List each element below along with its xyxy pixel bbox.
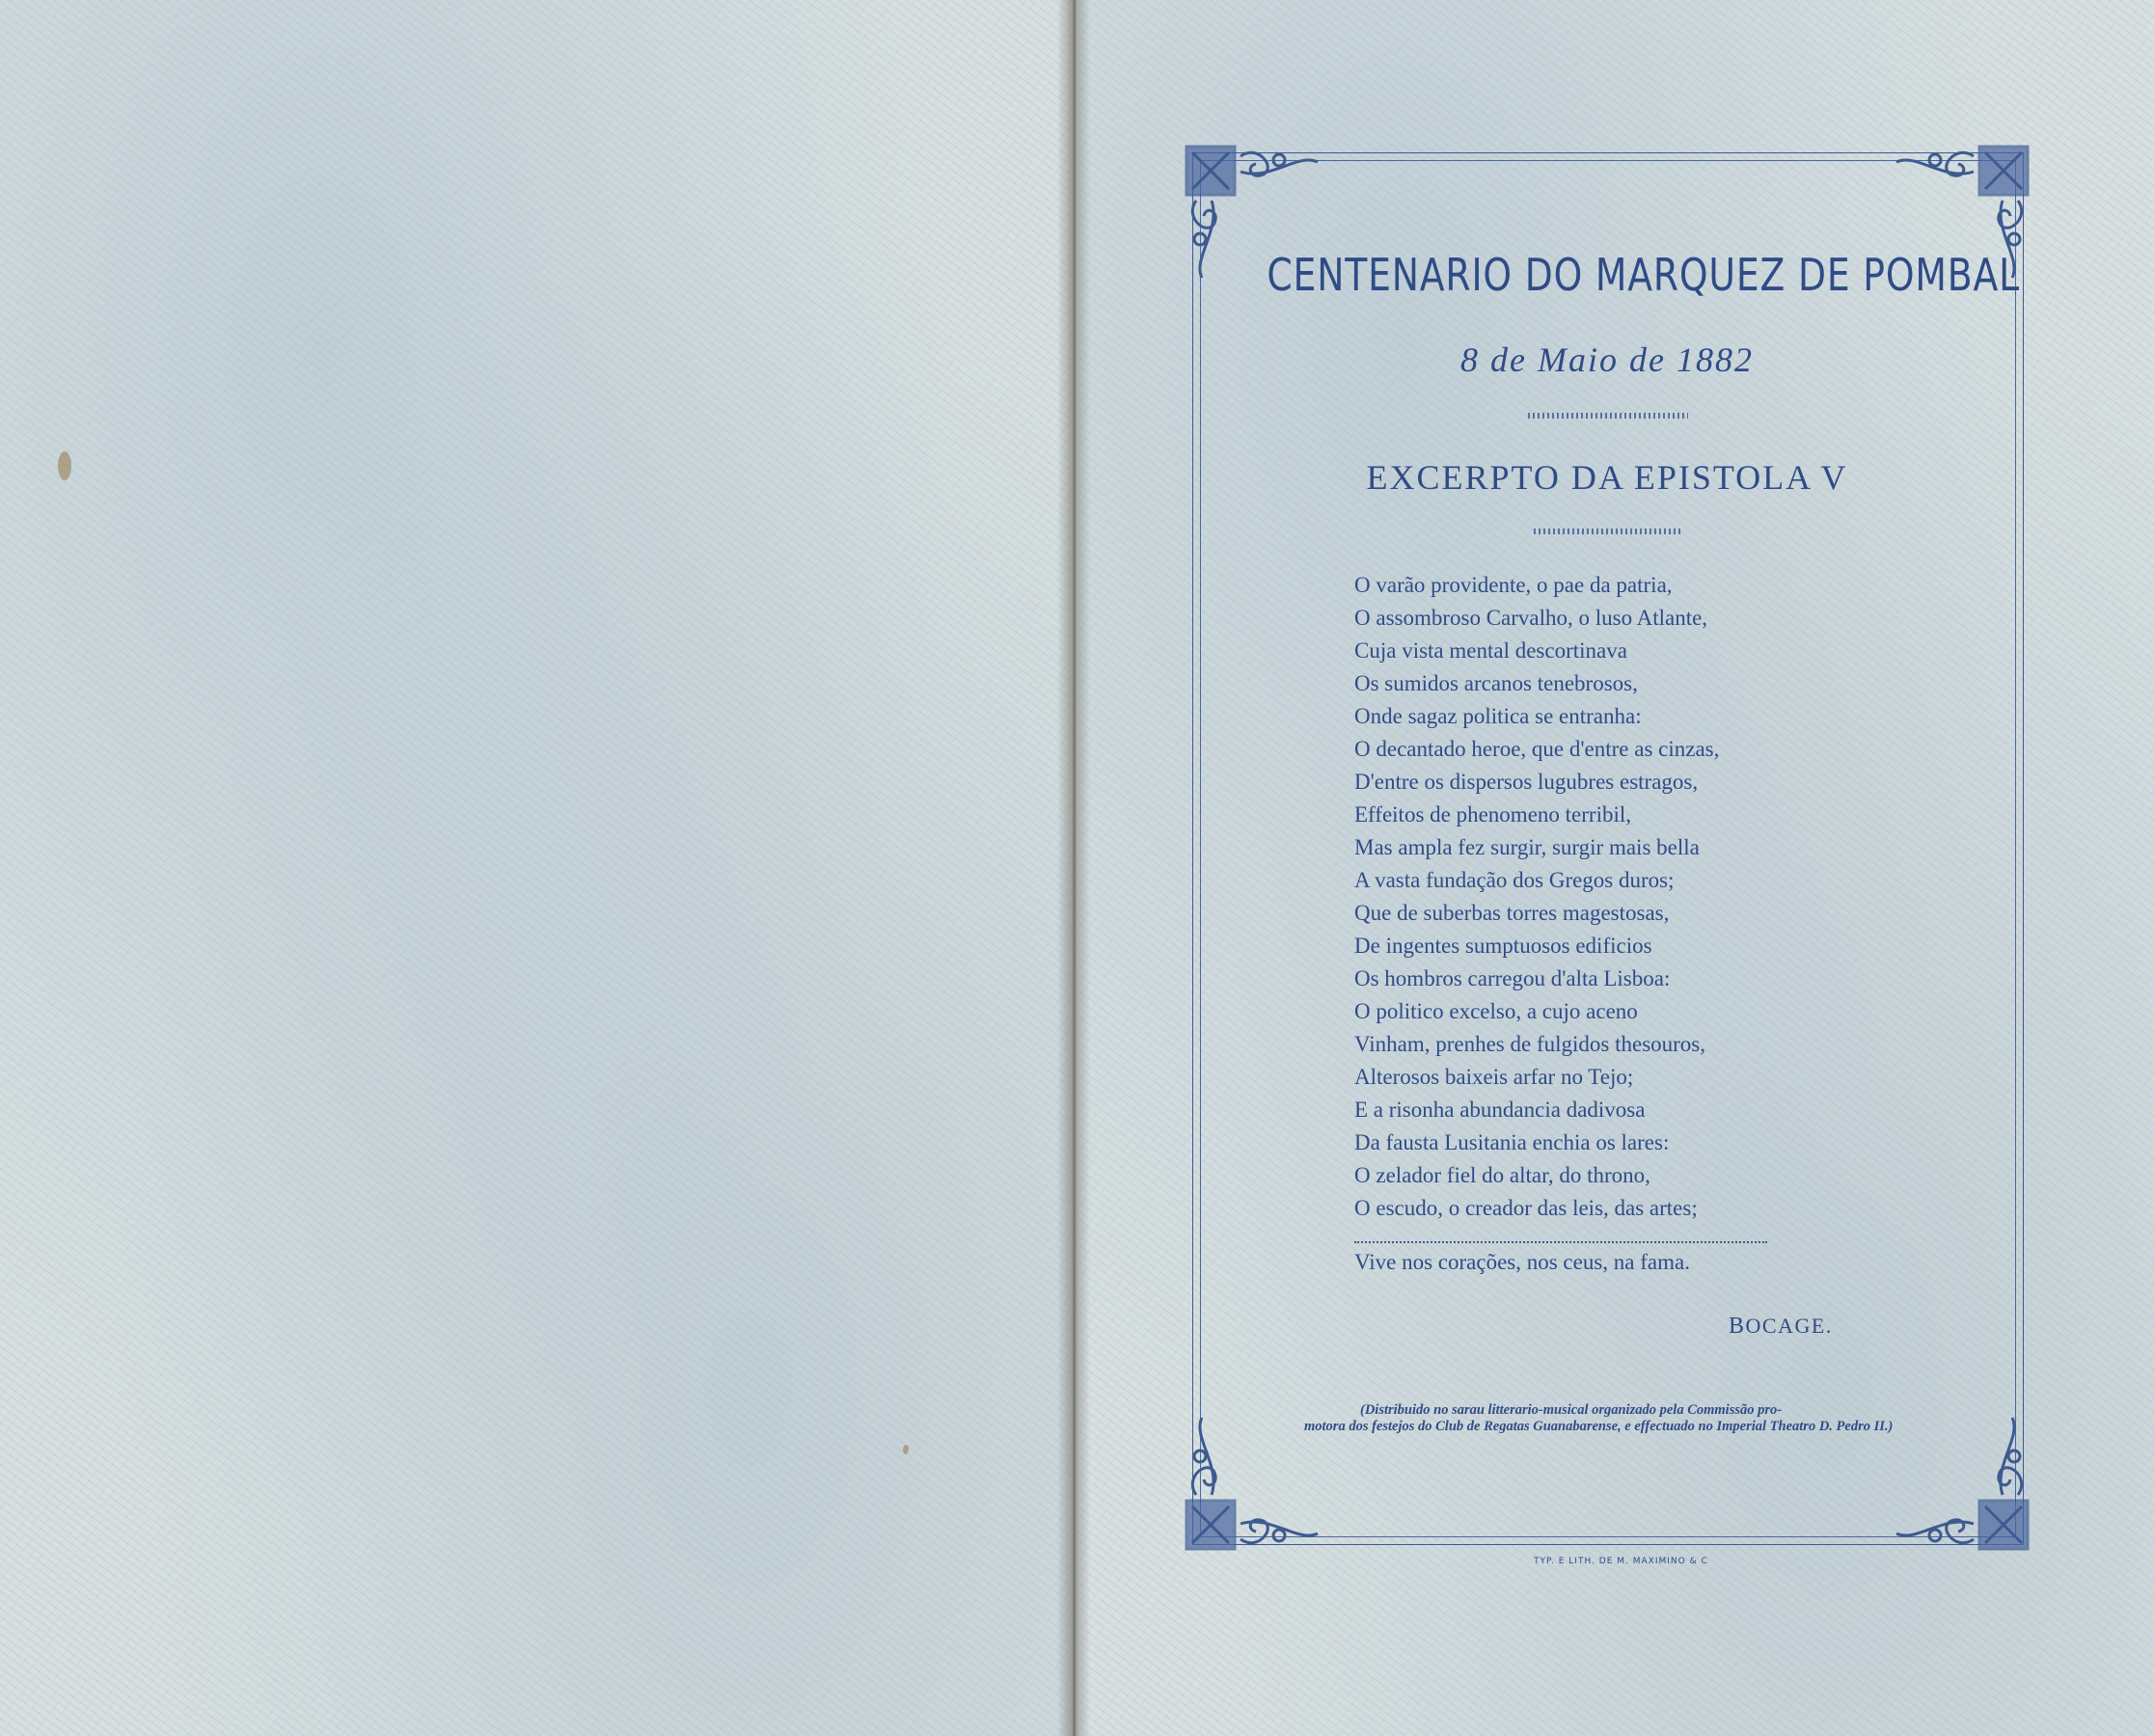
author-name-rest: OCAGE. bbox=[1745, 1314, 1833, 1338]
poem-line: O politico excelso, a cujo aceno bbox=[1354, 999, 1638, 1023]
distribution-note bbox=[1304, 1402, 1914, 1435]
poem-line: Os hombros carregou d'alta Lisboa: bbox=[1354, 966, 1671, 990]
poem-line: O escudo, o creador das leis, das artes; bbox=[1354, 1196, 1698, 1220]
poem-line: Vinham, prenhes de fulgidos thesouros, bbox=[1354, 1032, 1706, 1056]
note-continuation: motora dos festejos do Club de Regatas Guanabarense, e effectuado no Imperial Theatro D. Pedro II.) bbox=[1304, 1419, 1894, 1434]
poem-line: O varão providente, o pae da patria, bbox=[1354, 573, 1673, 597]
poem-line: Mas ampla fez surgir, surgir mais bella bbox=[1354, 835, 1700, 859]
poem-line: Os sumidos arcanos tenebrosos, bbox=[1354, 671, 1638, 695]
document-title: CENTENARIO DO MARQUEZ DE POMBAL bbox=[1267, 249, 2020, 301]
poem-line: Da fausta Lusitania enchia os lares: bbox=[1354, 1130, 1670, 1154]
decorative-rule bbox=[1528, 413, 1688, 419]
printer-imprint: TYP. E LITH. DE M. MAXIMINO & C bbox=[1534, 1557, 1708, 1566]
poem-author bbox=[1729, 1314, 1833, 1340]
poem-line: E a risonha abundancia dadivosa bbox=[1354, 1098, 1646, 1122]
poem-last-line: Vive nos corações, nos ceus, na fama. bbox=[1354, 1250, 1690, 1274]
poem-line: O zelador fiel do altar, do throno, bbox=[1354, 1163, 1650, 1187]
decorative-rule bbox=[1534, 529, 1680, 534]
note-first-line: (Distribuido no sarau litterario-musical organizado pela Commissão pro- bbox=[1360, 1402, 1783, 1418]
book-gutter bbox=[1057, 0, 1090, 1736]
paper-stain bbox=[903, 1445, 909, 1454]
poem-line: O assombroso Carvalho, o luso Atlante, bbox=[1354, 606, 1708, 630]
poem-body bbox=[1354, 569, 1933, 1225]
ellipsis-rule bbox=[1354, 1241, 1767, 1243]
poem-line: D'entre os dispersos lugubres estragos, bbox=[1354, 770, 1699, 794]
poem-line: Alterosos baixeis arfar no Tejo; bbox=[1354, 1065, 1634, 1089]
poem-line: Effeitos de phenomeno terribil, bbox=[1354, 802, 1631, 827]
poem-line: O decantado heroe, que d'entre as cinzas, bbox=[1354, 737, 1720, 761]
paper-stain bbox=[58, 451, 71, 480]
left-blank-page bbox=[0, 0, 1069, 1736]
poem-line: De ingentes sumptuosos edificios bbox=[1354, 934, 1652, 958]
poem-line: Onde sagaz politica se entranha: bbox=[1354, 704, 1642, 728]
poem-line: A vasta fundação dos Gregos duros; bbox=[1354, 868, 1675, 892]
author-initial: B bbox=[1729, 1314, 1746, 1339]
document-subtitle: EXCERPTO DA EPISTOLA V bbox=[1366, 458, 1848, 497]
poem-line: Que de suberbas torres magestosas, bbox=[1354, 901, 1670, 925]
poem-line: Cuja vista mental descortinava bbox=[1354, 638, 1627, 663]
document-date: 8 de Maio de 1882 bbox=[1460, 340, 1754, 379]
